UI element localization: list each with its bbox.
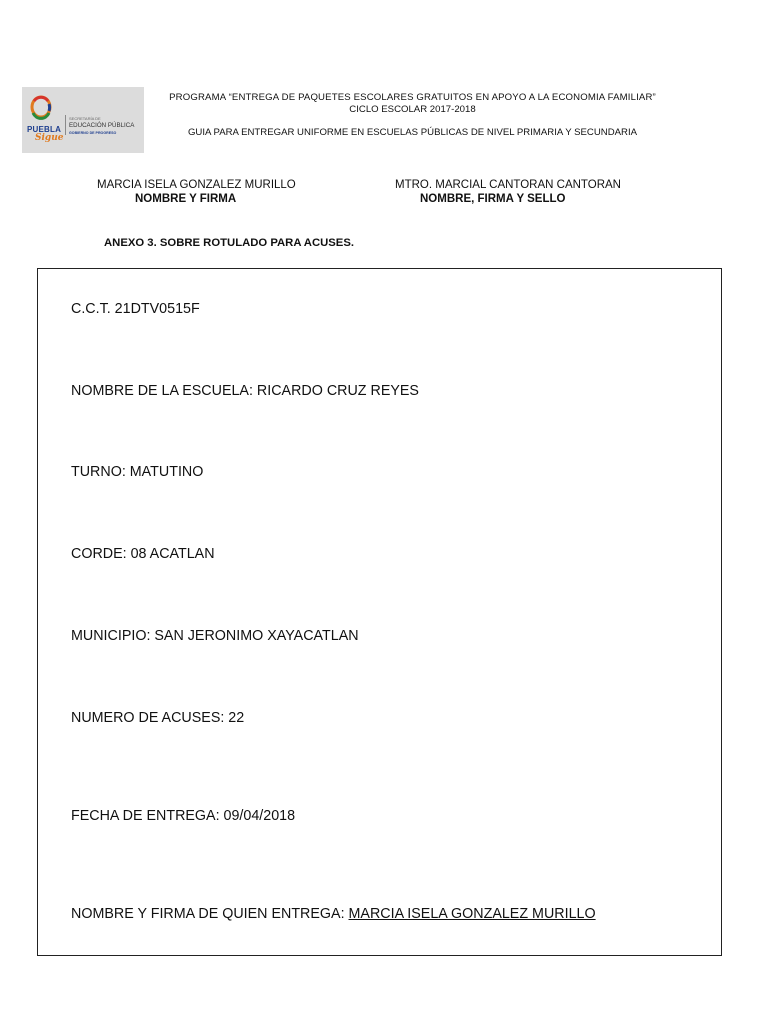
deliverer-name: MARCIA ISELA GONZALEZ MURILLO [348, 906, 596, 922]
envelope-label-box [37, 268, 722, 956]
logo-tagline-text: Sigue [35, 133, 64, 143]
corde-line: CORDE: 08 ACATLAN [71, 546, 215, 562]
receipts-count-line: NUMERO DE ACUSES: 22 [71, 710, 245, 726]
puebla-sep-logo [22, 87, 144, 153]
municipality-line: MUNICIPIO: SAN JERONIMO XAYACATLAN [71, 628, 359, 644]
logo-secretaria-text: SECRETARÍA DE [69, 116, 101, 121]
left-signer-name: MARCIA ISELA GONZALEZ MURILLO [97, 179, 296, 191]
annex-title: ANEXO 3. SOBRE ROTULADO PARA ACUSES. [104, 237, 355, 249]
logo-dependencia-text: EDUCACIÓN PÚBLICA [69, 122, 135, 129]
logo-gobierno-text: GOBIERNO DE PROGRESO [69, 131, 117, 135]
cct-line: C.C.T. 21DTV0515F [71, 301, 200, 317]
logo-divider [65, 115, 66, 135]
right-signer-label: NOMBRE, FIRMA Y SELLO [420, 193, 566, 205]
left-signer-label: NOMBRE Y FIRMA [135, 193, 237, 205]
school-cycle: CICLO ESCOLAR 2017-2018 [349, 104, 476, 115]
delivery-date-line: FECHA DE ENTREGA: 09/04/2018 [71, 808, 296, 824]
deliverer-label: NOMBRE Y FIRMA DE QUIEN ENTREGA: [71, 906, 349, 922]
shift-line: TURNO: MATUTINO [71, 464, 204, 480]
logo-brand-text: PUEBLA [27, 125, 62, 134]
school-name-line: NOMBRE DE LA ESCUELA: RICARDO CRUZ REYES [71, 383, 419, 399]
guide-title: GUIA PARA ENTREGAR UNIFORME EN ESCUELAS PÚBLICAS DE NIVEL PRIMARIA Y SECUNDARIA [187, 127, 638, 138]
deliverer-line [71, 906, 596, 922]
right-signer-name: MTRO. MARCIAL CANTORAN CANTORAN [395, 179, 621, 191]
program-title: PROGRAMA “ENTREGA DE PAQUETES ESCOLARES GRATUITOS EN APOYO A LA ECONOMIA FAMILIAR” [169, 92, 656, 103]
